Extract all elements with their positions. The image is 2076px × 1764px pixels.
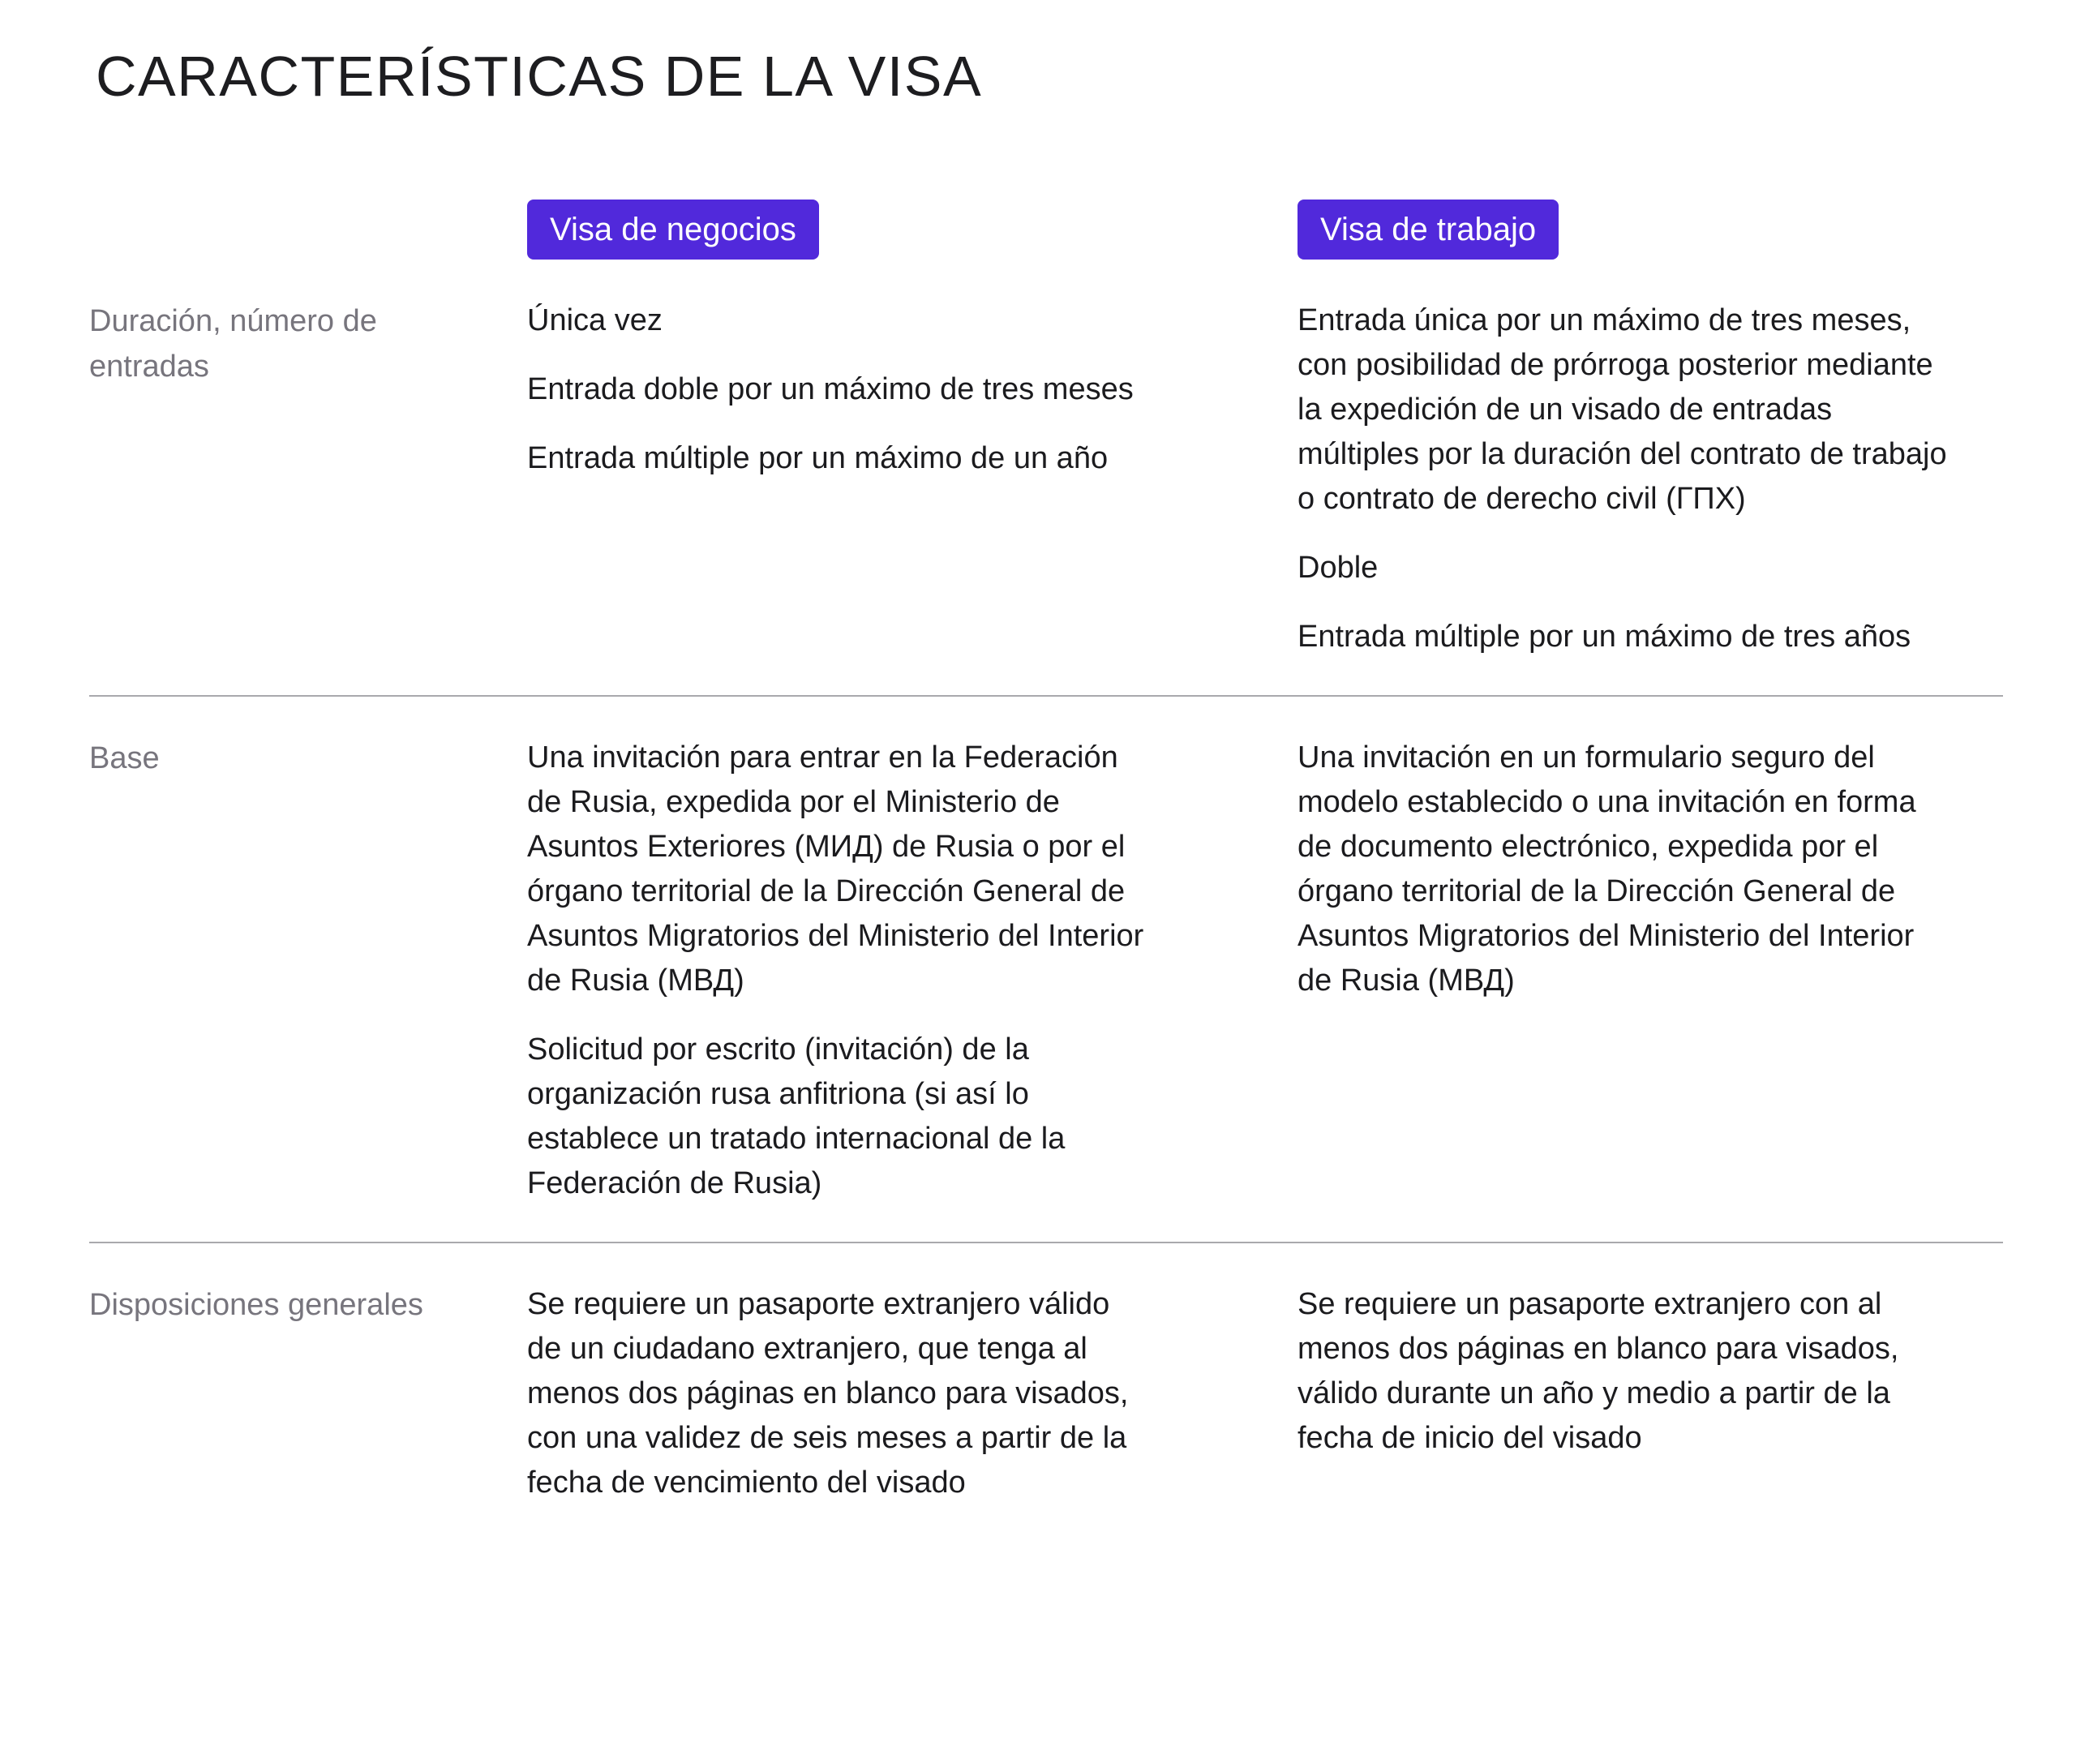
paragraph: Una invitación para entrar en la Federación de Rusia, expedida por el Ministerio de Asuntos Exteriores (МИД) de Rusia o por el órgano territorial de la Dirección General de Asuntos Migratorios del Ministerio del Interior de Rusia (МВД) <box>527 740 1144 998</box>
row-label-disposiciones: Disposiciones generales <box>89 1288 423 1322</box>
paragraph: Entrada doble por un máximo de tres meses <box>527 372 1134 406</box>
cell-duracion-negocios <box>527 298 1152 481</box>
page-title: CARACTERÍSTICAS DE LA VISA <box>96 45 983 108</box>
cell-duracion-trabajo <box>1298 298 1954 659</box>
paragraph: Única vez <box>527 303 663 337</box>
table-row-base <box>89 736 2003 1206</box>
row-divider <box>89 1242 2003 1243</box>
cell-base-trabajo <box>1298 736 1954 1003</box>
cell-disposiciones-trabajo <box>1298 1282 1954 1461</box>
table-header-row <box>89 200 2003 260</box>
paragraph: Se requiere un pasaporte extranjero válido de un ciudadano extranjero, que tenga al menos dos páginas en blanco para visados, con una validez de seis meses a partir de la fecha de vencimiento del visado <box>527 1287 1129 1500</box>
column-badge-visa-trabajo: Visa de trabajo <box>1298 200 1559 260</box>
header-cell-trabajo <box>1298 200 2003 260</box>
paragraph: Entrada múltiple por un máximo de un año <box>527 441 1109 475</box>
row-label-base: Base <box>89 741 160 775</box>
header-cell-negocios <box>527 200 1298 260</box>
row-label-duracion: Duración, número de entradas <box>89 304 377 384</box>
column-badge-visa-negocios: Visa de negocios <box>527 200 819 260</box>
cell-base-negocios <box>527 736 1152 1206</box>
paragraph: Solicitud por escrito (invitación) de la organización rusa anfitriona (si así lo establece un tratado internacional de la Federación de Rusia) <box>527 1032 1066 1200</box>
paragraph: Entrada única por un máximo de tres meses, con posibilidad de prórroga posterior mediante la expedición de un visado de entradas múltiples por la duración del contrato de trabajo o contrato de derecho civil (ГПХ) <box>1298 303 1947 516</box>
table-row-disposiciones <box>89 1282 2003 1505</box>
paragraph: Una invitación en un formulario seguro del modelo establecido o una invitación en forma de documento electrónico, expedida por el órgano territorial de la Dirección General de Asuntos Migratorios del Ministerio del Interior de Rusia (МВД) <box>1298 740 1916 998</box>
paragraph: Se requiere un pasaporte extranjero con al menos dos páginas en blanco para visados, válido durante un año y medio a partir de la fecha de inicio del visado <box>1298 1287 1899 1455</box>
table-row-duracion <box>89 298 2003 659</box>
paragraph: Entrada múltiple por un máximo de tres años <box>1298 620 1911 654</box>
cell-disposiciones-negocios <box>527 1282 1152 1505</box>
row-divider <box>89 695 2003 697</box>
paragraph: Doble <box>1298 551 1379 585</box>
